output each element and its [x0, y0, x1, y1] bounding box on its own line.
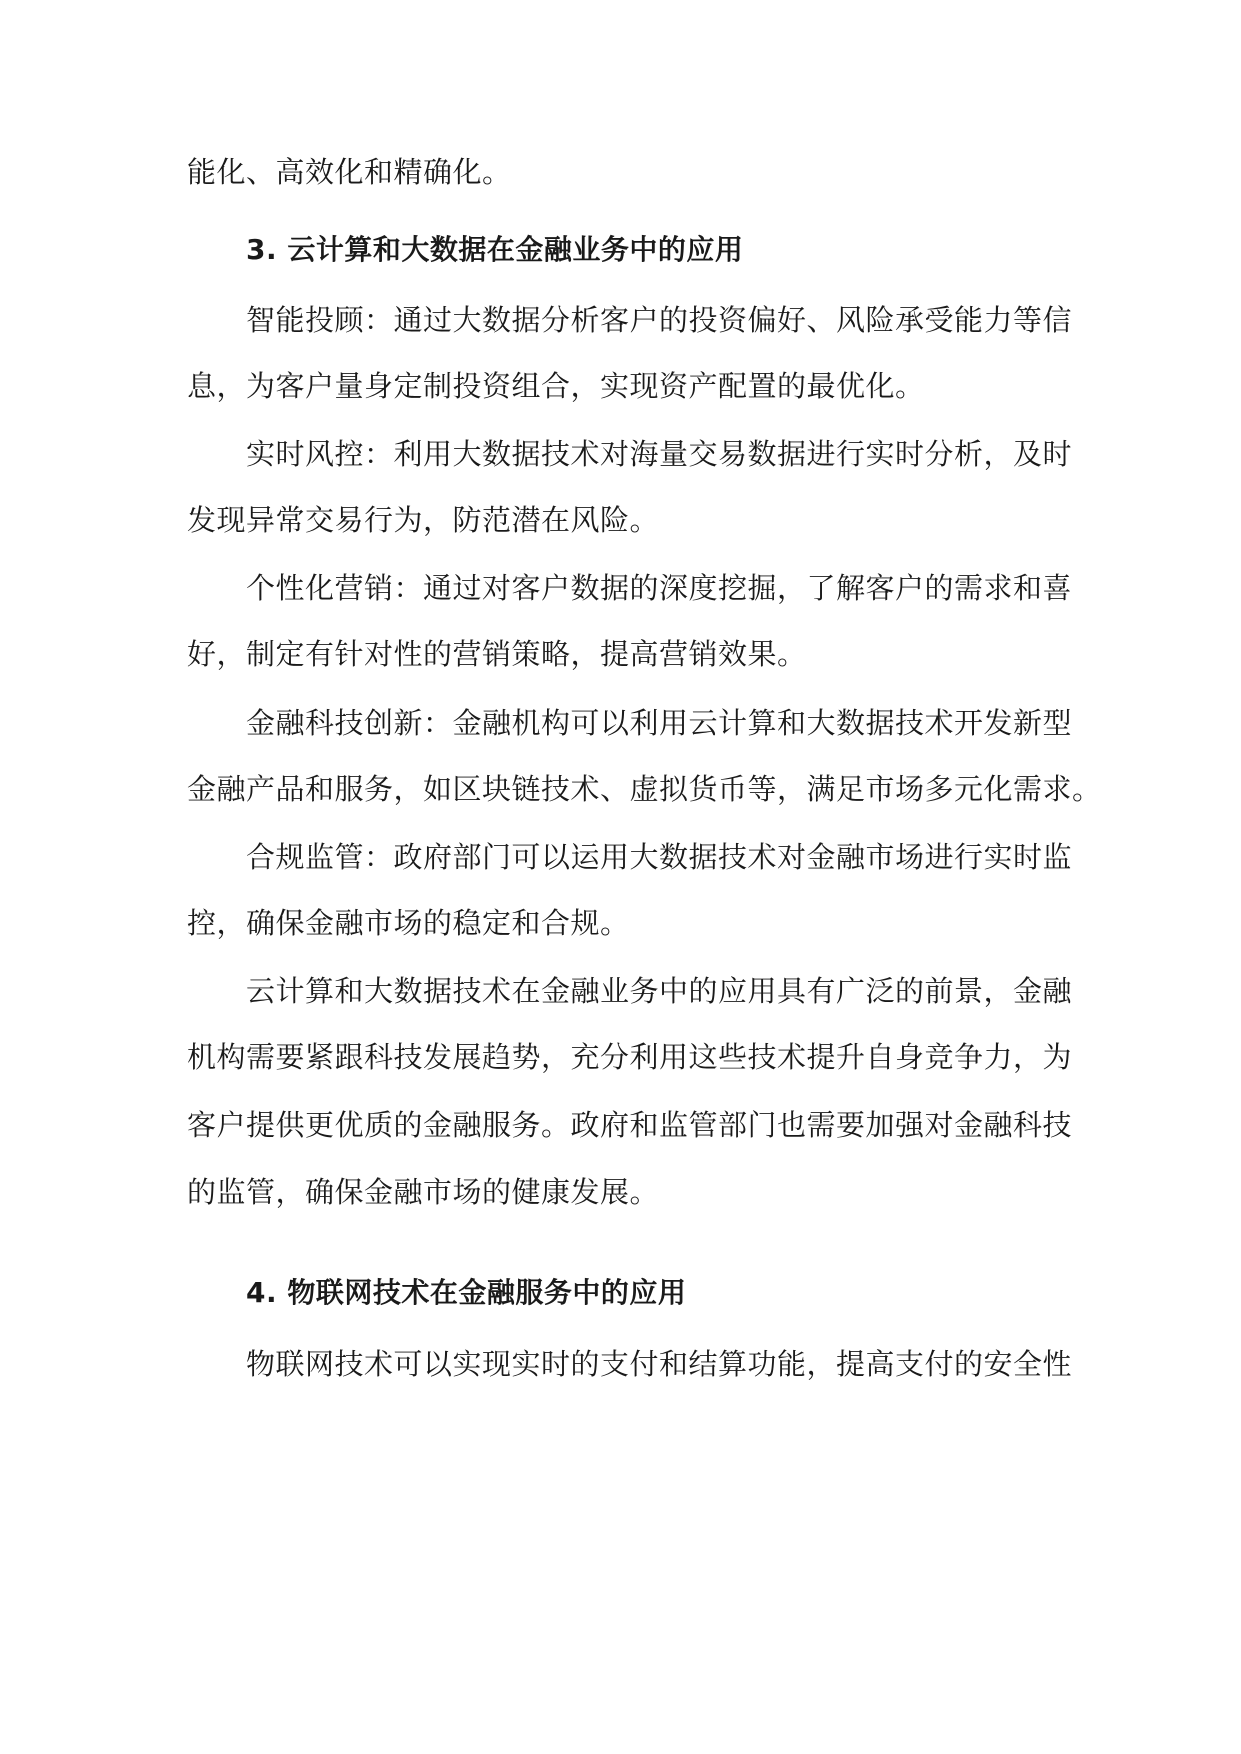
paragraph-line: 金融产品和服务，如区块链技术、虚拟货币等，满足市场多元化需求。: [187, 772, 1102, 806]
section-heading-3: 3. 云计算和大数据在金融业务中的应用: [246, 233, 744, 266]
paragraph-line: 息，为客户量身定制投资组合，实现资产配置的最优化。: [187, 369, 925, 403]
paragraph-line: 发现异常交易行为，防范潜在风险。: [187, 503, 660, 537]
paragraph-line: 实时风控：利用大数据技术对海量交易数据进行实时分析，及时: [246, 437, 1073, 471]
paragraph-line: 机构需要紧跟科技发展趋势，充分利用这些技术提升自身竞争力，为: [187, 1040, 1073, 1074]
paragraph-line: 控，确保金融市场的稳定和合规。: [187, 906, 630, 940]
paragraph-line: 个性化营销：通过对客户数据的深度挖掘，了解客户的需求和喜: [246, 571, 1073, 605]
paragraph-line: 云计算和大数据技术在金融业务中的应用具有广泛的前景，金融: [246, 974, 1073, 1008]
paragraph-line: 的监管，确保金融市场的健康发展。: [187, 1175, 660, 1209]
paragraph-line: 金融科技创新：金融机构可以利用云计算和大数据技术开发新型: [246, 706, 1073, 740]
paragraph-line: 物联网技术可以实现实时的支付和结算功能，提高支付的安全性: [246, 1347, 1073, 1381]
paragraph-line: 好，制定有针对性的营销策略，提高营销效果。: [187, 637, 807, 671]
paragraph-line: 智能投顾：通过大数据分析客户的投资偏好、风险承受能力等信: [246, 303, 1073, 337]
paragraph-line: 合规监管：政府部门可以运用大数据技术对金融市场进行实时监: [246, 840, 1073, 874]
paragraph-line: 客户提供更优质的金融服务。政府和监管部门也需要加强对金融科技: [187, 1108, 1073, 1142]
section-heading-4: 4. 物联网技术在金融服务中的应用: [246, 1276, 687, 1309]
paragraph-line: 能化、高效化和精确化。: [187, 155, 512, 189]
